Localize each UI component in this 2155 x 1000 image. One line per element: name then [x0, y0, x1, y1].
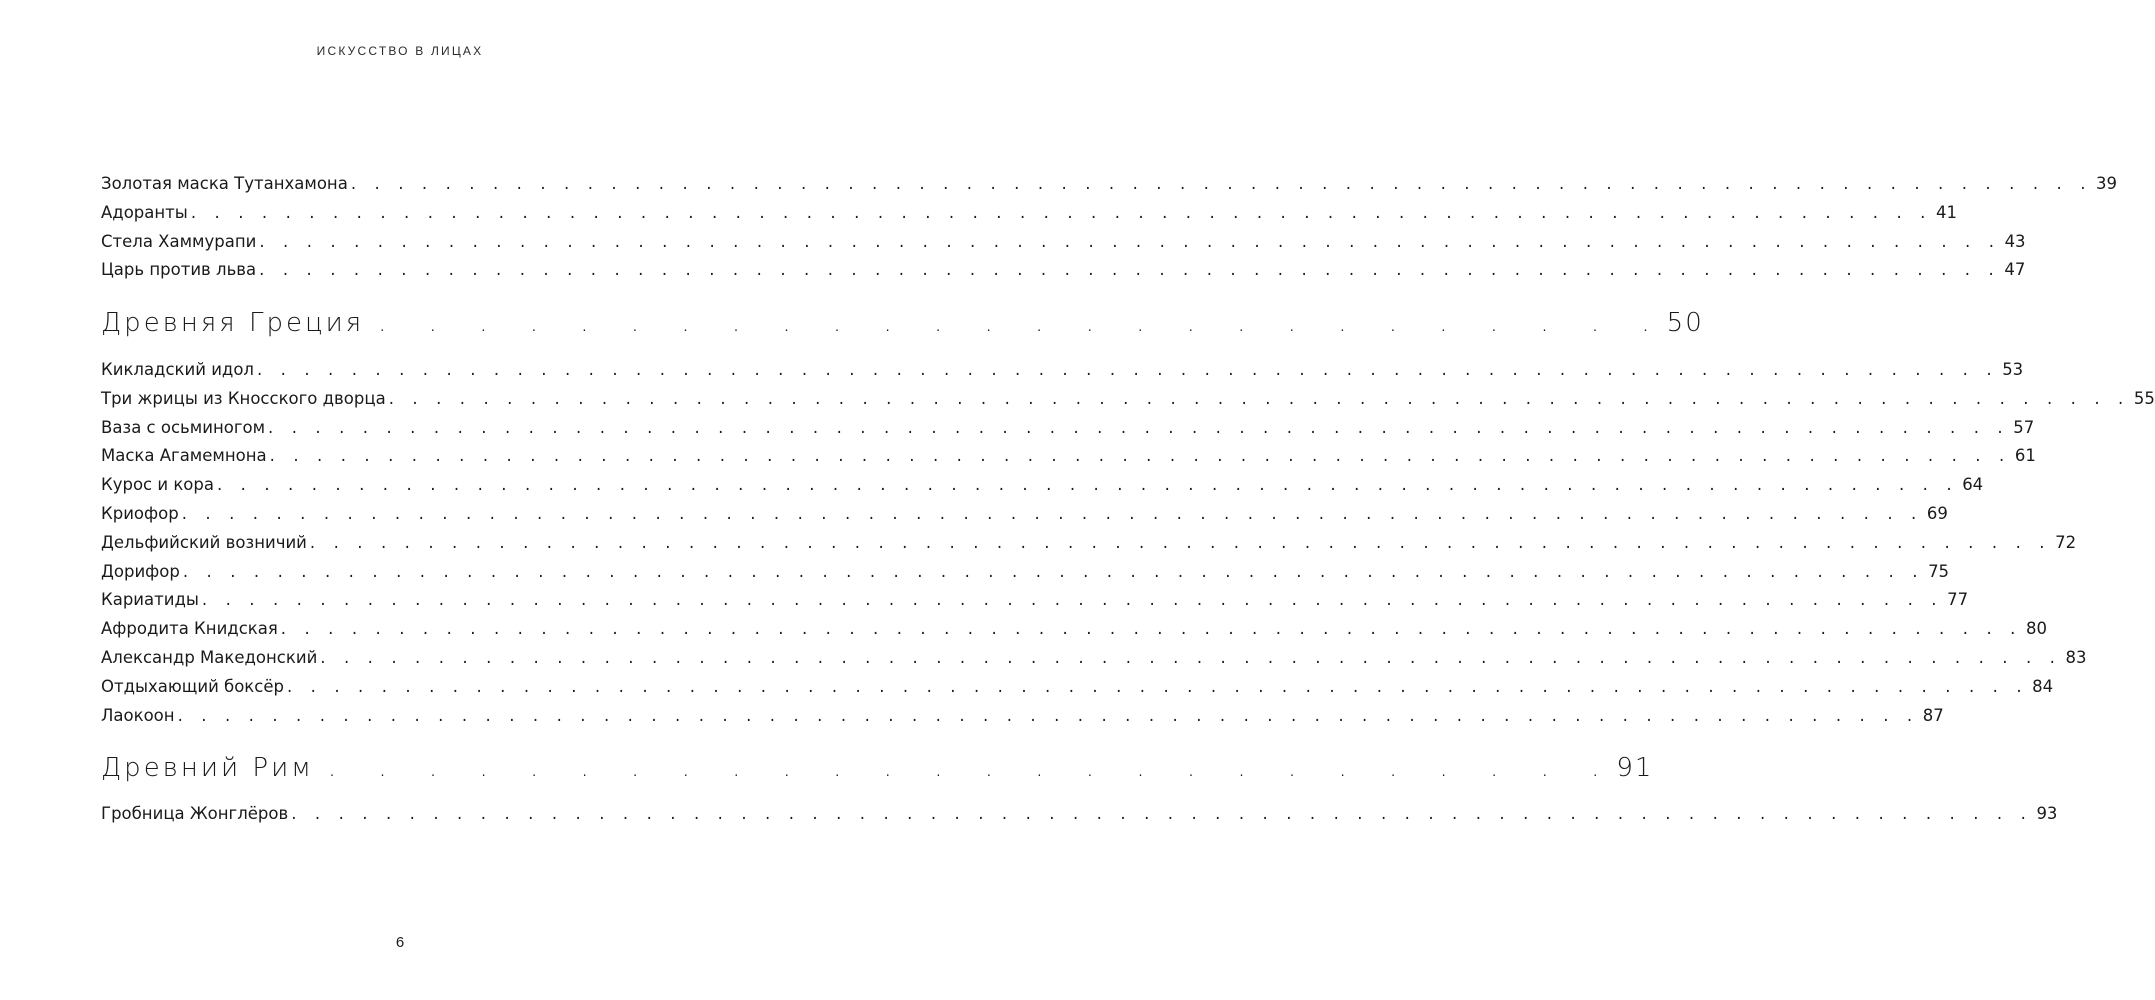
- toc-entry-page: 47: [2004, 260, 2026, 280]
- toc-group-greece: [101, 360, 2155, 734]
- toc-entry-page: 84: [2032, 676, 2054, 696]
- toc-dot-leader: . . . . . . . . . . . . . . . . . . . . . . . . . . . . . . . . . . . . . . . . . . . . . . . . . . . . . . . . . . . . . . . . . . . . . . . . . .: [291, 804, 2033, 823]
- section-page: 50: [1666, 308, 1704, 338]
- toc-entry-title: Маска Агамемнона: [101, 446, 267, 466]
- toc-entry-page: 69: [1926, 503, 1948, 523]
- toc-entry-title: Курос и кора: [101, 475, 214, 495]
- toc-entry-title: Афродита Книдская: [101, 619, 278, 639]
- toc-list: [101, 174, 2118, 289]
- toc-entry-title: Кикладский идол: [101, 360, 254, 379]
- section-dot-leader: . . . . . . . . . . . . . . . . . . . . . . . . . .: [327, 753, 1617, 783]
- toc-entry-title: Лаокоон: [101, 705, 175, 725]
- toc-dot-leader: . . . . . . . . . . . . . . . . . . . . . . . . . . . . . . . . . . . . . . . . . . . . . . . . . . . . . . . . . . . . . . . . . . . . . . . . . .: [190, 202, 1933, 222]
- toc-entry-page: 72: [2055, 532, 2077, 552]
- toc-entry[interactable]: [101, 388, 2155, 418]
- toc-entry[interactable]: [101, 260, 2026, 289]
- toc-entry-title: Отдыхающий боксёр: [101, 676, 284, 696]
- toc-entry-title: Дорифор: [101, 561, 180, 581]
- toc-entry-page: 41: [1936, 202, 1958, 222]
- toc-dot-leader: . . . . . . . . . . . . . . . . . . . . . . . . . . . . . . . . . . . . . . . . . . . . . . . . . . . . . . . . . . . . . . . . . . . . . . . . . .: [350, 174, 2093, 193]
- toc-dot-leader: . . . . . . . . . . . . . . . . . . . . . . . . . . . . . . . . . . . . . . . . . . . . . . . . . . . . . . . . . . . . . . . . . . . . . . . . . .: [259, 231, 2001, 251]
- toc-entry-page: 55: [2133, 388, 2155, 408]
- section-title: Древняя Греция: [101, 308, 365, 338]
- section-page: 91: [1616, 753, 1654, 783]
- toc-section-rome: [101, 753, 1654, 783]
- toc-entry-page: 93: [2036, 804, 2058, 823]
- toc-entry-page: 80: [2025, 619, 2047, 639]
- toc-entry-page: 75: [1928, 561, 1950, 581]
- toc-group-continuation: [101, 174, 2118, 289]
- toc-entry[interactable]: [101, 231, 2026, 261]
- toc-dot-leader: . . . . . . . . . . . . . . . . . . . . . . . . . . . . . . . . . . . . . . . . . . . . . . . . . . . . . . . . . . . . . . . . . . . . . . . . . .: [280, 619, 2022, 639]
- toc-dot-leader: . . . . . . . . . . . . . . . . . . . . . . . . . . . . . . . . . . . . . . . . . . . . . . . . . . . . . . . . . . . . . . . . . . . . . . . . . .: [269, 446, 2011, 466]
- toc-entry[interactable]: [101, 676, 2054, 706]
- toc-dot-leader: . . . . . . . . . . . . . . . . . . . . . . . . . . . . . . . . . . . . . . . . . . . . . . . . . . . . . . . . . . . . . . . . . . . . . . . . . .: [181, 503, 1923, 523]
- toc-entry-title: Три жрицы из Кносского дворца: [101, 388, 386, 408]
- toc-dot-leader: . . . . . . . . . . . . . . . . . . . . . . . . . . . . . . . . . . . . . . . . . . . . . . . . . . . . . . . . . . . . . . . . . . . . . . . . . .: [320, 647, 2062, 667]
- toc-entry-page: 61: [2014, 446, 2036, 466]
- toc-entry[interactable]: [101, 590, 1969, 619]
- toc-section-heading[interactable]: [101, 308, 1704, 338]
- toc-entry-page: 77: [1947, 590, 1969, 610]
- toc-list: [101, 360, 2155, 734]
- toc-dot-leader: . . . . . . . . . . . . . . . . . . . . . . . . . . . . . . . . . . . . . . . . . . . . . . . . . . . . . . . . . . . . . . . . . . . . . . . . . .: [388, 388, 2130, 408]
- toc-entry[interactable]: [101, 174, 2118, 203]
- toc-group-rome: [101, 804, 2058, 833]
- toc-dot-leader: . . . . . . . . . . . . . . . . . . . . . . . . . . . . . . . . . . . . . . . . . . . . . . . . . . . . . . . . . . . . . . . . . . . . . . . . . .: [256, 360, 1999, 379]
- toc-entry-page: 83: [2065, 647, 2087, 667]
- toc-entry[interactable]: [101, 647, 2087, 677]
- toc-dot-leader: . . . . . . . . . . . . . . . . . . . . . . . . . . . . . . . . . . . . . . . . . . . . . . . . . . . . . . . . . . . . . . . . . . . . . . . . . .: [268, 417, 2010, 437]
- toc-dot-leader: . . . . . . . . . . . . . . . . . . . . . . . . . . . . . . . . . . . . . . . . . . . . . . . . . . . . . . . . . . . . . . . . . . . . . . . . . .: [201, 590, 1944, 610]
- toc-entry-title: Стела Хаммурапи: [101, 231, 257, 251]
- toc-entry[interactable]: [101, 360, 2024, 389]
- toc-entry-title: Золотая маска Тутанхамона: [101, 174, 348, 193]
- toc-entry-page: 64: [1962, 475, 1984, 495]
- toc-entry-page: 87: [1922, 705, 1944, 725]
- toc-dot-leader: . . . . . . . . . . . . . . . . . . . . . . . . . . . . . . . . . . . . . . . . . . . . . . . . . . . . . . . . . . . . . . . . . . . . . . . . . .: [177, 705, 1919, 725]
- toc-dot-leader: . . . . . . . . . . . . . . . . . . . . . . . . . . . . . . . . . . . . . . . . . . . . . . . . . . . . . . . . . . . . . . . . . . . . . . . . . .: [182, 561, 1925, 581]
- toc-entry-title: Адоранты: [101, 202, 188, 222]
- toc-dot-leader: . . . . . . . . . . . . . . . . . . . . . . . . . . . . . . . . . . . . . . . . . . . . . . . . . . . . . . . . . . . . . . . . . . . . . . . . . .: [309, 532, 2052, 552]
- toc-entry-page: 43: [2004, 231, 2026, 251]
- toc-entry[interactable]: [101, 417, 2035, 447]
- toc-entry[interactable]: [101, 202, 1958, 232]
- toc-entry-page: 57: [2013, 417, 2035, 437]
- toc-dot-leader: . . . . . . . . . . . . . . . . . . . . . . . . . . . . . . . . . . . . . . . . . . . . . . . . . . . . . . . . . . . . . . . . . . . . . . . . . .: [286, 676, 2029, 696]
- section-dot-leader: . . . . . . . . . . . . . . . . . . . . . . . . . .: [378, 308, 1667, 338]
- toc-entry-page: 39: [2096, 174, 2118, 193]
- toc-entry[interactable]: [101, 804, 2058, 833]
- toc-list: [101, 804, 2058, 833]
- toc-entry-title: Царь против льва: [101, 260, 257, 280]
- toc-entry-title: Кариатиды: [101, 590, 199, 610]
- toc-entry-title: Криофор: [101, 503, 179, 523]
- toc-entry[interactable]: [101, 503, 1948, 533]
- toc-section-greece: [101, 308, 1704, 338]
- toc-section-heading[interactable]: [101, 753, 1654, 783]
- toc-dot-leader: . . . . . . . . . . . . . . . . . . . . . . . . . . . . . . . . . . . . . . . . . . . . . . . . . . . . . . . . . . . . . . . . . . . . . . . . . .: [216, 475, 1959, 495]
- section-title: Древний Рим: [101, 753, 314, 783]
- toc-entry[interactable]: [101, 475, 1984, 504]
- toc-entry[interactable]: [101, 532, 2077, 562]
- toc-entry-title: Ваза с осьминогом: [101, 417, 266, 437]
- toc-entry[interactable]: [101, 619, 2047, 648]
- toc-entry-title: Дельфийский возничий: [101, 532, 307, 552]
- page-number: 6: [395, 934, 405, 951]
- toc-entry-title: Гробница Жонглёров: [101, 804, 289, 823]
- toc-dot-leader: . . . . . . . . . . . . . . . . . . . . . . . . . . . . . . . . . . . . . . . . . . . . . . . . . . . . . . . . . . . . . . . . . . . . . . . . . .: [259, 260, 2001, 280]
- toc-entry-title: Александр Македонский: [101, 647, 318, 667]
- toc-entry-page: 53: [2002, 360, 2024, 379]
- toc-entry[interactable]: [101, 446, 2036, 475]
- toc-entry[interactable]: [101, 561, 1950, 591]
- running-header: ИСКУССТВО В ЛИЦАХ: [316, 44, 484, 58]
- toc-entry[interactable]: [101, 705, 1944, 735]
